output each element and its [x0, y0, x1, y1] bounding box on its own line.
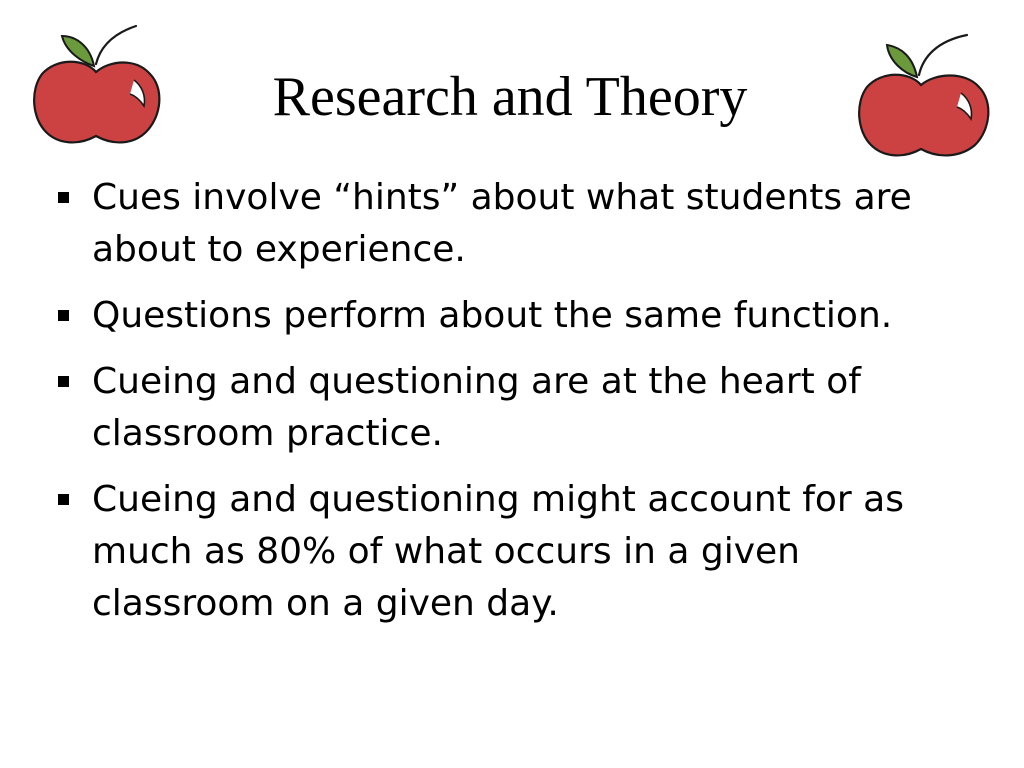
bullet-text: Cueing and questioning might account for as much as 80% of what occurs in a given classroom on a given day. [92, 479, 904, 624]
bullet-text: Cueing and questioning are at the heart of classroom practice. [92, 361, 861, 454]
bullet-item [56, 172, 986, 276]
bullet-text: Questions perform about the same function. [92, 295, 893, 336]
bullet-item [56, 356, 986, 460]
apple-icon [857, 33, 993, 159]
bullet-square-icon [58, 192, 69, 203]
slide-title: Research and Theory [272, 66, 748, 128]
apple-icon [30, 22, 164, 146]
bullet-list [56, 172, 986, 644]
bullet-square-icon [58, 494, 69, 505]
bullet-text: Cues involve “hints” about what students are about to experience. [92, 177, 912, 270]
bullet-square-icon [58, 310, 69, 321]
bullet-item [56, 290, 986, 342]
bullet-item [56, 474, 986, 630]
bullet-square-icon [58, 376, 69, 387]
